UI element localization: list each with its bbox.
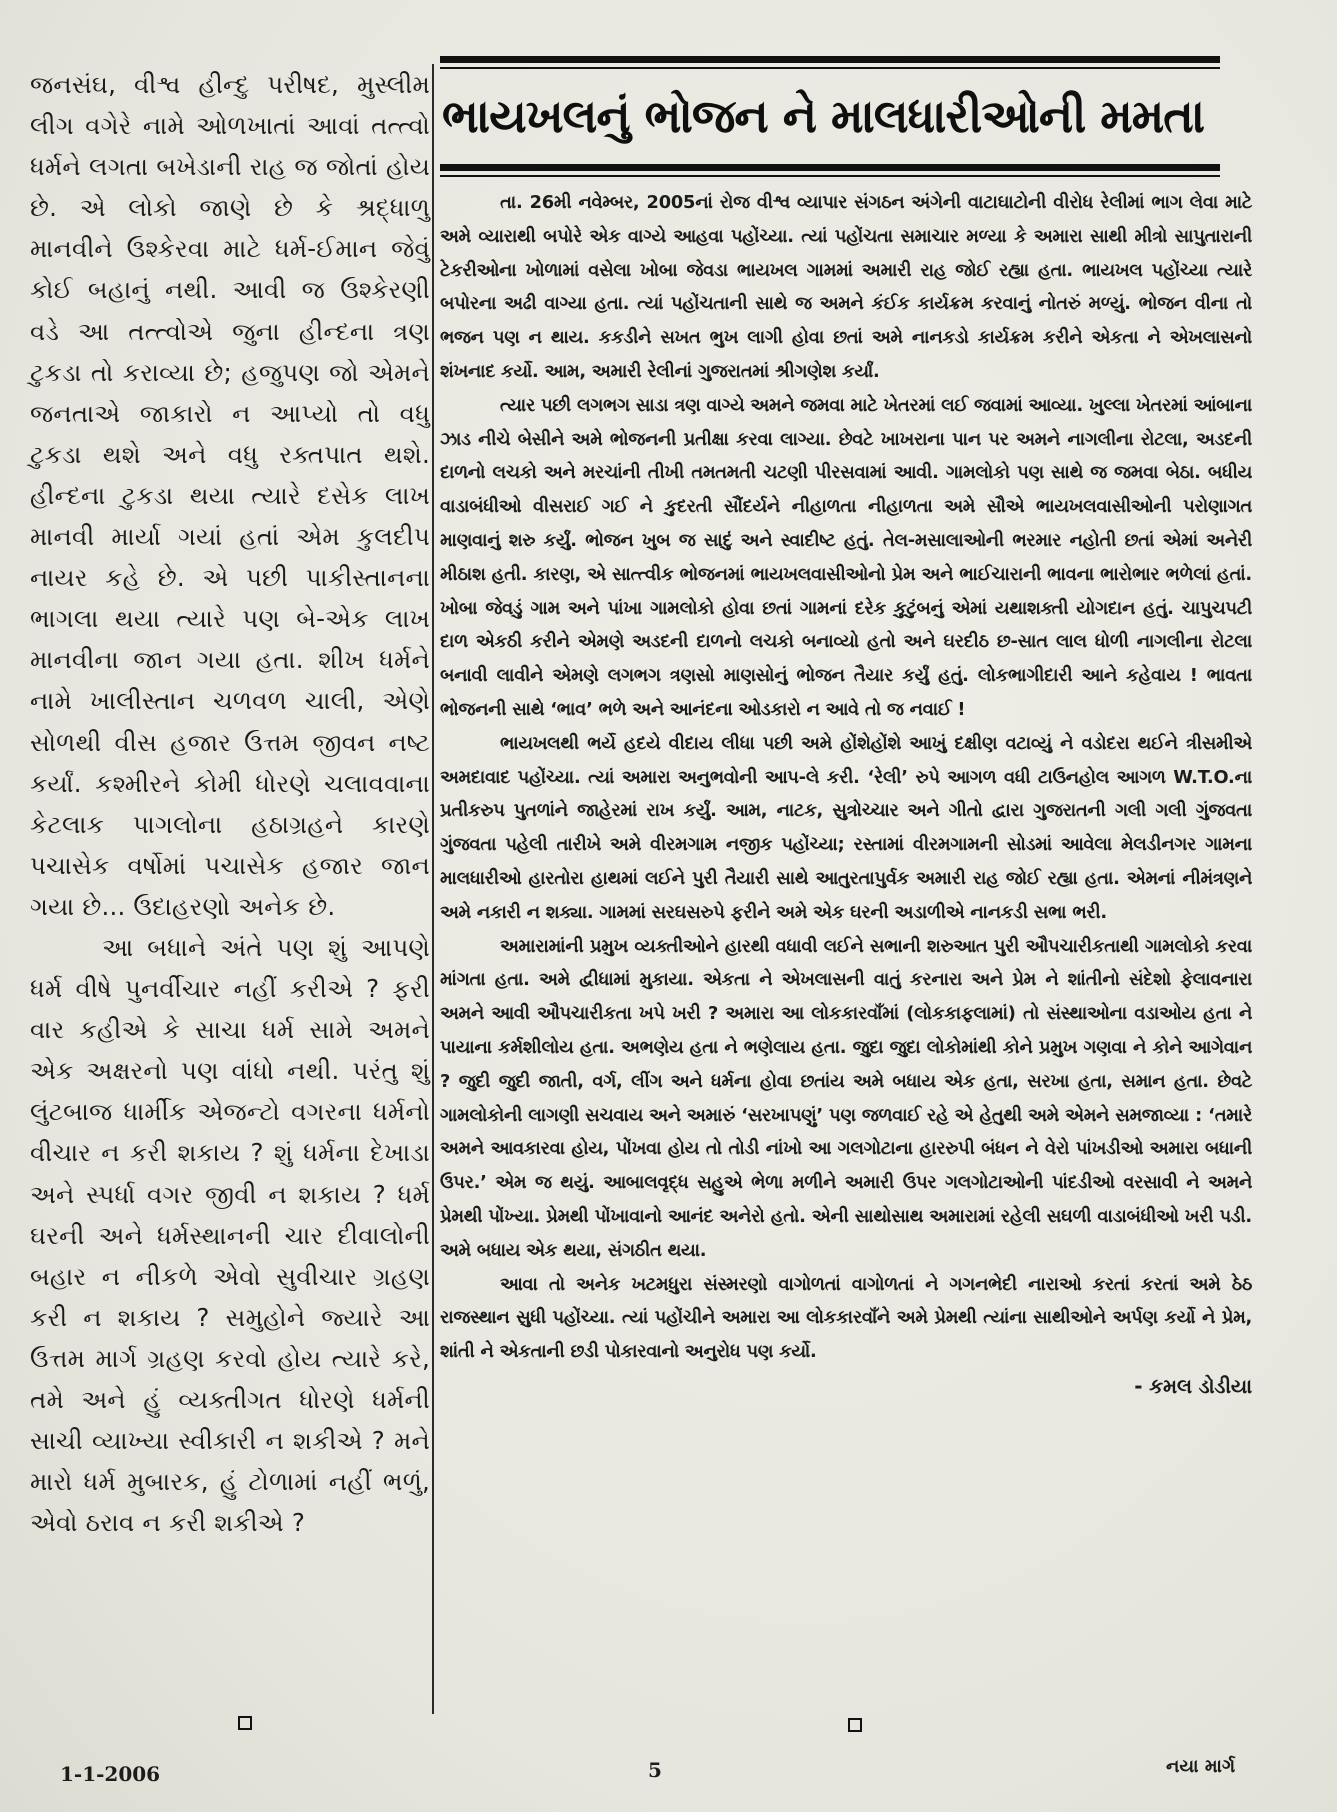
article-paragraph: તા. 26મી નવેમ્બર, 2005નાં રોજ વીશ્વ વ્યાપાર સંગઠન અંગેની વાટાઘાટોની વીરોધ રેલીમાં ભાગ લેવા માટે અમે વ્યારાથી બપોરે એક વાગ્યે આહવા પહોંચ્યા. ત્યાં પહોંચતા સમાચાર મળ્યા કે અમારા સાથી મીત્રો સાપુતારાની ટેકરીઓના ખોળામાં વસેલા ખોબા જેવડા ભાયખલ ગામમાં અમારી રાહ જોઈ રહ્યા હતા. ભાયખલ પહોંચ્યા ત્યારે બપોરના અઢી વાગ્યા હતા. ત્યાં પહોંચતાની સાથે જ અમને કંઈક કાર્યક્રમ કરવાનું નોતરું મળ્યું. ભોજન વીના તો ભજન પણ ન થાય. કકડીને સખત ભુખ લાગી હોવા છતાં અમે નાનકડો કાર્યક્રમ કરીને એકતા ને એખલાસનો શંખનાદ કર્યો. આમ, અમારી રેલીનાં ગુજરાતમાં શ્રીગણેશ કર્યાં. [440,192,1252,382]
headline-rule-top [440,56,1220,63]
issue-date: 1-1-2006 [60,1762,161,1786]
end-of-article-mark [848,1718,862,1732]
article-paragraph: આવા તો અનેક ખટમધુરા સંસ્મરણો વાગોળતાં વાગોળતાં ને ગગનભેદી નારાઓ કરતાં કરતાં અમે ઠેઠ રાજસ્થાન સુધી પહોંચ્યા. ત્યાં પહોંચીને અમારા આ લોકકારવાઁને અમે પ્રેમથી ત્યાંના સાથીઓને અર્પણ કર્યો ને પ્રેમ, શાંતી ને એકતાની છડી પોકારવાનો અનુરોધ પણ કર્યો. [440,1273,1252,1363]
end-of-article-mark [238,1716,252,1730]
publication-name: નયા માર્ગ [1166,1756,1236,1777]
column-divider [432,64,434,1714]
article-paragraph: ભાયખલથી ભર્યે હદયે વીદાય લીધા પછી અમે હોંશેહોંશે આખું દક્ષીણ વટાવ્યું ને વડોદરા થઈને ત્રીસમીએ અમદાવાદ પહોંચ્યા. ત્યાં અમારા અનુભવોની આપ-લે કરી. ‘રેલી’ રુપે આગળ વધી ટાઉનહોલ આગળ W.T.O.ના પ્રતીકરુપ પુતળાંને જાહેરમાં રાખ કર્યું. આમ, નાટક, સુત્રોચ્ચાર અને ગીતો દ્વારા ગુજરાતની ગલી ગલી ગુંજવતા ગુંજવતા પહેલી તારીખે અમે વીરમગામ નજીક પહોંચ્યા; રસ્તામાં વીરમગામની સોડમાં આવેલા મેલડીનગર ગામના માલધારીઓ હારતોરા હાથમાં લઈને પુરી તૈયારી સાથે આતુરતાપુર્વક અમારી રાહ જોઈ રહ્યા હતા. એમનાં નીમંત્રણને અમે નકારી ન શક્યા. ગામમાં સરઘસરુપે ફરીને અમે એક ઘરની અડાળીએ નાનકડી સભા ભરી. [440,732,1252,923]
left-paragraph-1: જનસંઘ, વીશ્વ હીન્દુ પરીષદ, મુસ્લીમ લીગ વગેરે નામે ઓળખાતાં આવાં તત્ત્વો ધર્મને લગતા બખેડાની રાહ જ જોતાં હોય છે. એ લોકો જાણે છે કે શ્રદ્ધાળુ માનવીને ઉશ્કેરવા માટે ધર્મ-ઈમાન જેવું કોઈ બહાનું નથી. આવી જ ઉશ્કેરણી વડે આ તત્ત્વોએ જુના હીન્દના ત્રણ ટુકડા તો કરાવ્યા છે; હજુપણ જો એમને જનતાએ જાકારો ન આપ્યો તો વધુ ટુકડા થશે અને વધુ રક્તપાત થશે. હીન્દના ટુકડા થયા ત્યારે દસેક લાખ માનવી માર્યા ગયાં હતાં એમ કુલદીપ નાયર કહે છે. એ પછી પાકીસ્તાનના ભાગલા થયા ત્યારે પણ બે-એક લાખ માનવીના જાન ગયા હતા. શીખ ધર્મને નામે ખાલીસ્તાન ચળવળ ચાલી, એણે સોળથી વીસ હજાર ઉત્તમ જીવન નષ્ટ કર્યાં. કશ્મીરને કોમી ધોરણે ચલાવવાના કેટલાક પાગલોના હઠાગ્રહને કારણે પચાસેક વર્ષોમાં પચાસેક હજાર જાન ગયા છે... ઉદાહરણો અનેક છે. [30,70,430,921]
headline-rule-bottom-thin [440,175,1220,177]
headline-rule-bottom [440,164,1220,171]
article-headline: ભાયખલનું ભોજન ને માલધારીઓની મમતા [442,89,1205,143]
left-column [30,64,430,1734]
article-paragraph: અમારામાંની પ્રમુખ વ્યક્તીઓને હારથી વધાવી લઈને સભાની શરુઆત પુરી ઔપચારીકતાથી ગામલોકો કરવા માંગતા હતા. અમે દ્વીધામાં મુકાયા. એકતા ને એખલાસની વાતું કરનારા અને પ્રેમ ને શાંતીનો સંદેશો ફેલાવનારા અમને આવી ઔપચારીકતા ખપે ખરી ? અમારા આ લોકકારવાઁમાં (લોકકાફલામાં) તો સંસ્થાઓના વડાઓય હતા ને પાયાના કર્મશીલોય હતા. અભણેય હતા ને ભણેલાય હતા. જુદા જુદા લોકોમાંથી કોને પ્રમુખ ગણવા ને કોને આગેવાન ? જુદી જુદી જાતી, વર્ગ, લીંગ અને ધર્મના હોવા છતાંય અમે બધાય એક હતા, સરખા હતા, સમાન હતા. છેવટે ગામલોકોની લાગણી સચવાય અને અમારું ‘સરખાપણું’ પણ જળવાઈ રહે એ હેતુથી અમે એમને સમજાવ્યા : ‘તમારે અમને આવકારવા હોય, પોંખવા હોય તો તોડી નાંખો આ ગલગોટાના હારરુપી બંધન ને વેરો પાંખડીઓ અમારા બધાની ઉપર.’ એમ જ થયું. આબાલવૃદ્ધ સહુએ ભેળા મળીને અમારી ઉપર ગલગોટાઓની પાંદડીઓ વરસાવી ને અમને પ્રેમથી પોંખ્યા. પ્રેમથી પોંખાવાનો આનંદ અનેરો હતો. એની સાથોસાથ અમારામાં રહેલી સઘળી વાડાબંધીઓ ખરી પડી. અમે બધાય એક થયા, સંગઠીત થયા. [440,935,1252,1261]
left-paragraph-2: આ બધાને અંતે પણ શું આપણે ધર્મ વીષે પુનર્વીચાર નહીં કરીએ ? ફરી વાર કહીએ કે સાચા ધર્મ સામે અમને એક અક્ષરનો પણ વાંધો નથી. પરંતુ શું લુંટબાજ ધાર્મીક એજન્ટો વગરના ધર્મનો વીચાર ન કરી શકાય ? શું ધર્મના દેખાડા અને સ્પર્ધા વગર જીવી ન શકાય ? ધર્મ ઘરની અને ધર્મસ્થાનની ચાર દીવાલોની બહાર ન નીકળે એવો સુવીચાર ગ્રહણ કરી ન શકાય ? સમુહોને જ્યારે આ ઉત્તમ માર્ગ ગ્રહણ કરવો હોય ત્યારે કરે, તમે અને હું વ્યક્તીગત ધોરણે ધર્મની સાચી વ્યાખ્યા સ્વીકારી ન શકીએ ? મને મારો ધર્મ મુબારક, હું ટોળામાં નહીં ભળું, એવો ઠરાવ ન કરી શકીએ ? [30,932,430,1538]
article-paragraph: ત્યાર પછી લગભગ સાડા ત્રણ વાગ્યે અમને જમવા માટે ખેતરમાં લઈ જવામાં આવ્યા. ખુલ્લા ખેતરમાં આંબાના ઝાડ નીચે બેસીને અમે ભોજનની પ્રતીક્ષા કરવા લાગ્યા. છેવટે ખાખરાના પાન પર અમને નાગલીના રોટલા, અડદની દાળનો લચકો અને મરચાંની તીખી તમતમતી ચટણી પીરસવામાં આવી. ગામલોકો પણ સાથે જ જમવા બેઠા. બધીય વાડાબંધીઓ વીસરાઈ ગઈ ને કુદરતી સૌંદર્યને નીહાળતા નીહાળતા અમે સૌએ ભાયખલવાસીઓની પરોણાગત માણવાનું શરુ કર્યું. ભોજન ખુબ જ સાદું અને સ્વાદીષ્ટ હતું. તેલ-મસાલાઓની ભરમાર નહોતી છતાં એમાં અનેરી મીઠાશ હતી. કારણ, એ સાત્ત્વીક ભોજનમાં ભાયખલવાસીઓનો પ્રેમ અને ભાઈચારાની ભાવના ભારોભાર ભળેલાં હતાં. ખોબા જેવડું ગામ અને પાંખા ગામલોકો હોવા છતાં ગામનાં દરેક કુટુંબનું એમાં યથાશક્તી યોગદાન હતું. ચાપુચપટી દાળ એકઠી કરીને એમણે અડદની દાળનો લચકો બનાવ્યો હતો અને ઘરદીઠ છ-સાત લાલ ધોળી નાગલીના રોટલા બનાવી લાવીને એમણે લગભગ ત્રણસો માણસોનું ભોજન તૈયાર કર્યું હતું. લોકભાગીદારી આને કહેવાય ! ભાવતા ભોજનની સાથે ‘ભાવ’ ભળે અને આનંદના ઓડકારો ન આવે તો જ નવાઈ ! [440,394,1252,720]
left-column-text [30,64,430,1543]
article-body [440,186,1252,1403]
page-number: 5 [648,1758,662,1782]
article [440,56,1252,1746]
headline-rule-top-thin [440,67,1220,69]
author-signature: - કમલ ડોડીયા [1134,1373,1252,1398]
